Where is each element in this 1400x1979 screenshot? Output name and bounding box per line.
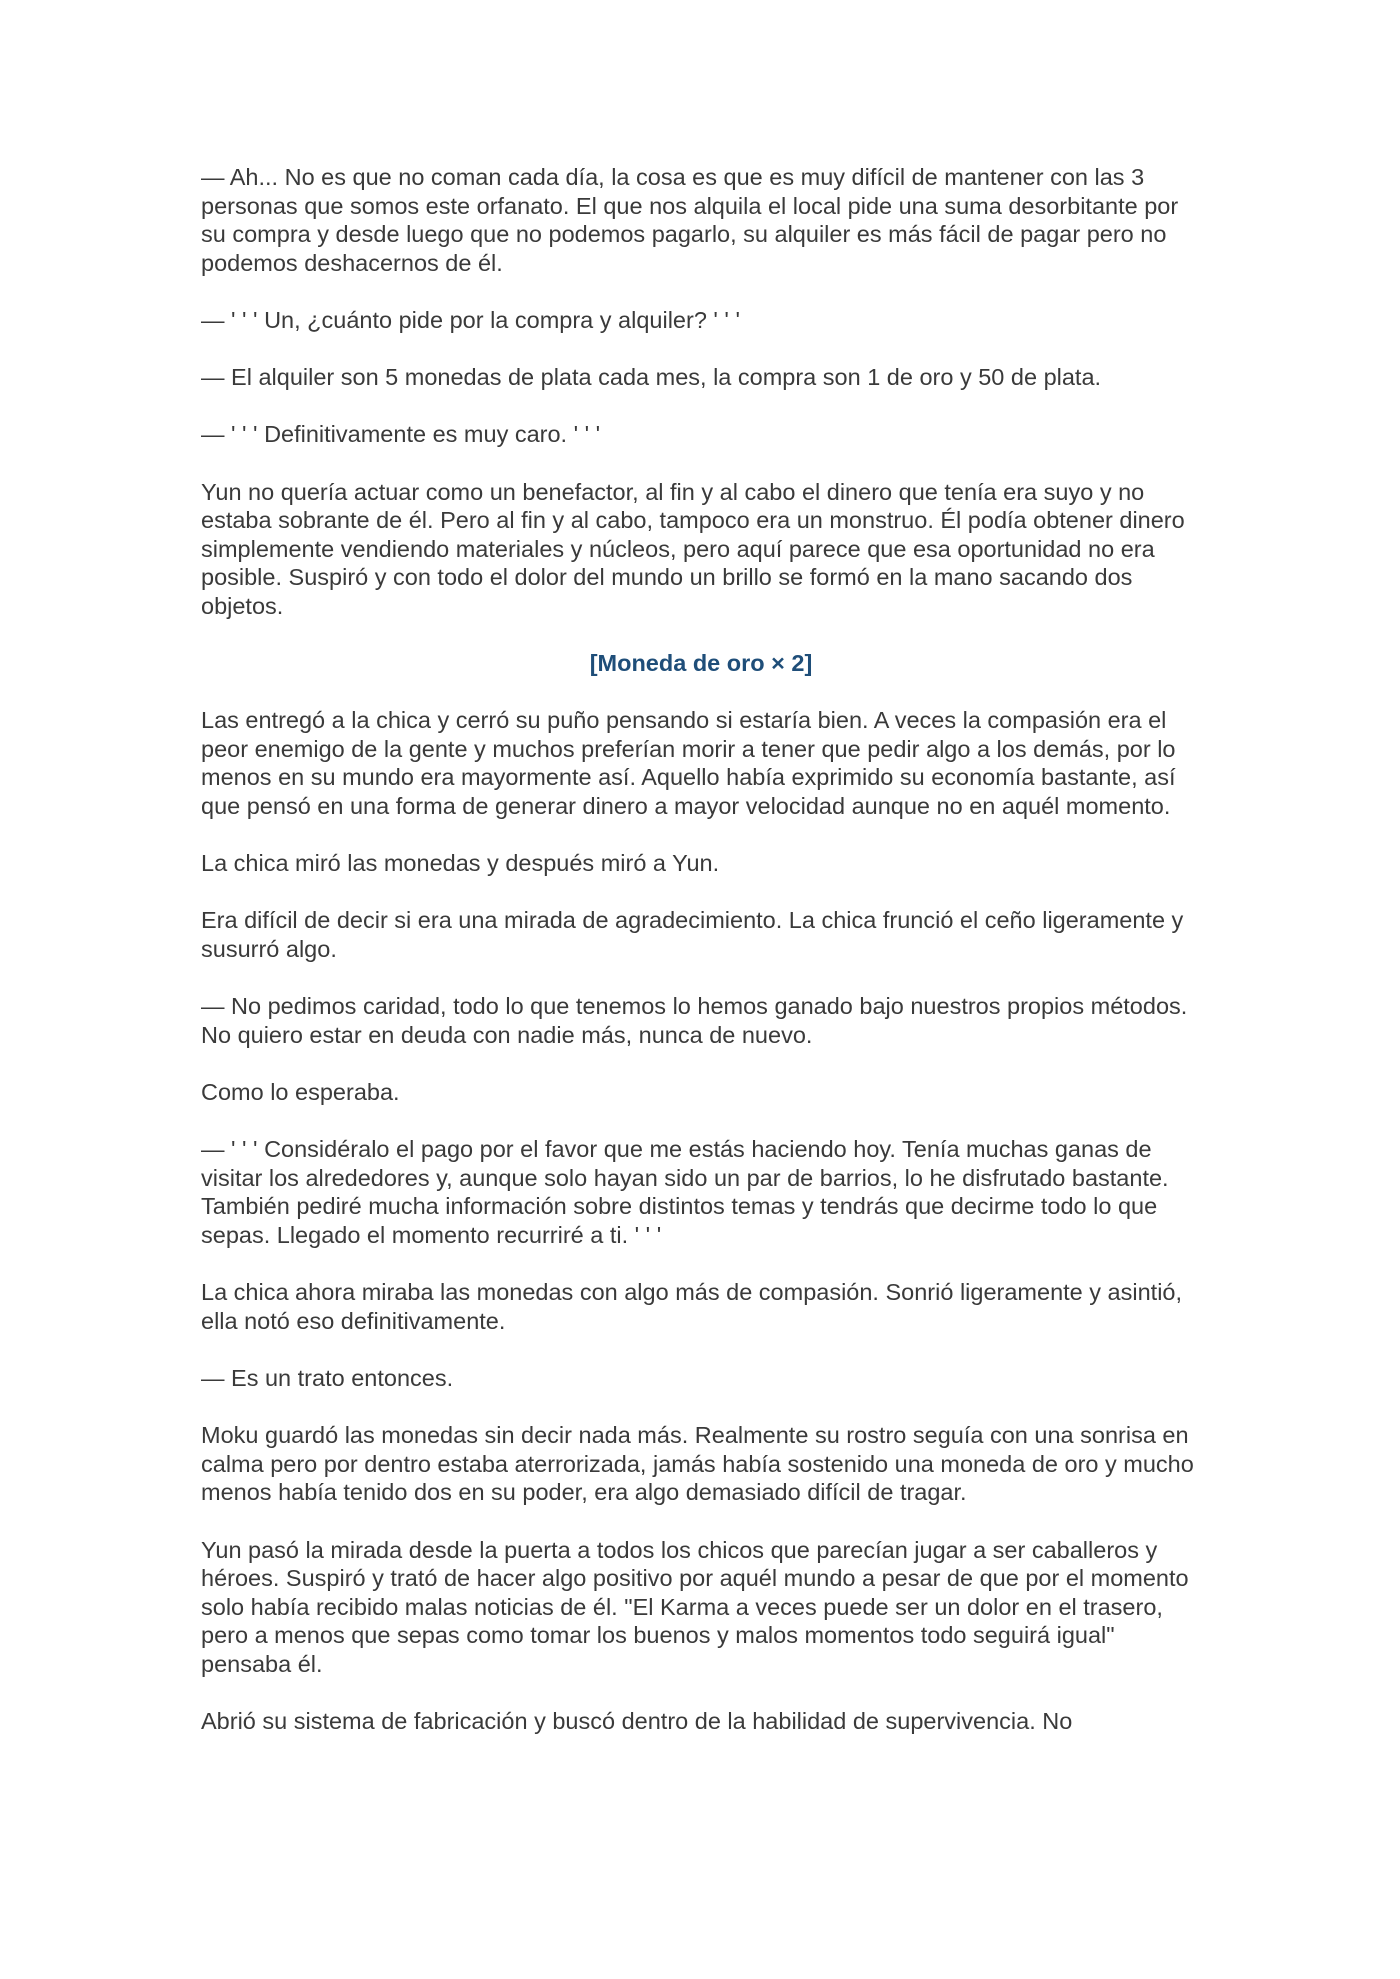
paragraph-16: Yun pasó la mirada desde la puerta a todos los chicos que parecían jugar a ser caballeros y héroes. Suspiró y trató de hacer algo positivo por aquél mundo a pesar de que por el momento solo había recibido malas noticias de él. "El Karma a veces puede ser un dolor en el trasero, pero a menos que sepas como tomar los buenos y malos momentos todo seguirá igual" pensaba él. [201,1536,1189,1677]
item-heading: [Moneda de oro × 2] [589,650,813,677]
document-body [201,163,1201,1764]
paragraph-14: — Es un trato entonces. [201,1364,454,1391]
paragraph-13: La chica ahora miraba las monedas con algo más de compasión. Sonrió ligeramente y asintió, ella notó eso definitivamente. [201,1279,1183,1334]
paragraph-10: — No pedimos caridad, todo lo que tenemos lo hemos ganado bajo nuestros propios métodos. No quiero estar en deuda con nadie más, nunca de nuevo. [201,993,1188,1048]
paragraph-4: — ' ' ' Definitivamente es muy caro. ' ' ' [201,421,601,448]
paragraph-17: Abrió su sistema de fabricación y buscó dentro de la habilidad de supervivencia. No [201,1708,1073,1735]
paragraph-11: Como lo esperaba. [201,1079,400,1105]
paragraph-3: — El alquiler son 5 monedas de plata cada mes, la compra son 1 de oro y 50 de plata. [201,364,1102,391]
paragraph-12: — ' ' ' Considéralo el pago por el favor que me estás haciendo hoy. Tenía muchas ganas de visitar los alrededores y, aunque solo hayan sido un par de barrios, lo he disfrutado bastante. También pediré mucha información sobre distintos temas y tendrás que decirme todo lo que sepas. Llegado el momento recurriré a ti. ' ' ' [201,1136,1169,1248]
paragraph-2: — ' ' ' Un, ¿cuánto pide por la compra y alquiler? ' ' ' [201,306,740,333]
paragraph-7: Las entregó a la chica y cerró su puño pensando si estaría bien. A veces la compasión era el peor enemigo de la gente y muchos preferían morir a tener que pedir algo a los demás, por lo menos en su mundo era mayormente así. Aquello había exprimido su economía bastante, así que pensó en una forma de generar dinero a mayor velocidad aunque no en aquél momento. [201,707,1176,820]
paragraph-15: Moku guardó las monedas sin decir nada más. Realmente su rostro seguía con una sonrisa en calma pero por dentro estaba aterrorizada, jamás había sostenido una moneda de oro y mucho menos había tenido dos en su poder, era algo demasiado difícil de tragar. [201,1422,1194,1506]
paragraph-9: Era difícil de decir si era una mirada de agradecimiento. La chica frunció el ceño ligeramente y susurró algo. [201,907,1184,963]
paragraph-5: Yun no quería actuar como un benefactor, al fin y al cabo el dinero que tenía era suyo y no estaba sobrante de él. Pero al fin y al cabo, tampoco era un monstruo. Él podía obtener dinero simplemente vendiendo materiales y núcleos, pero aquí parece que esa oportunidad no era posible. Suspiró y con todo el dolor del mundo un brillo se formó en la mano sacando dos objetos. [201,478,1185,619]
paragraph-1: — Ah... No es que no coman cada día, la cosa es que es muy difícil de mantener con las 3 personas que somos este orfanato. El que nos alquila el local pide una suma desorbitante por su compra y desde luego que no podemos pagarlo, su alquiler es más fácil de pagar pero no podemos deshacernos de él. [201,164,1179,276]
paragraph-8: La chica miró las monedas y después miró a Yun. [201,850,720,877]
